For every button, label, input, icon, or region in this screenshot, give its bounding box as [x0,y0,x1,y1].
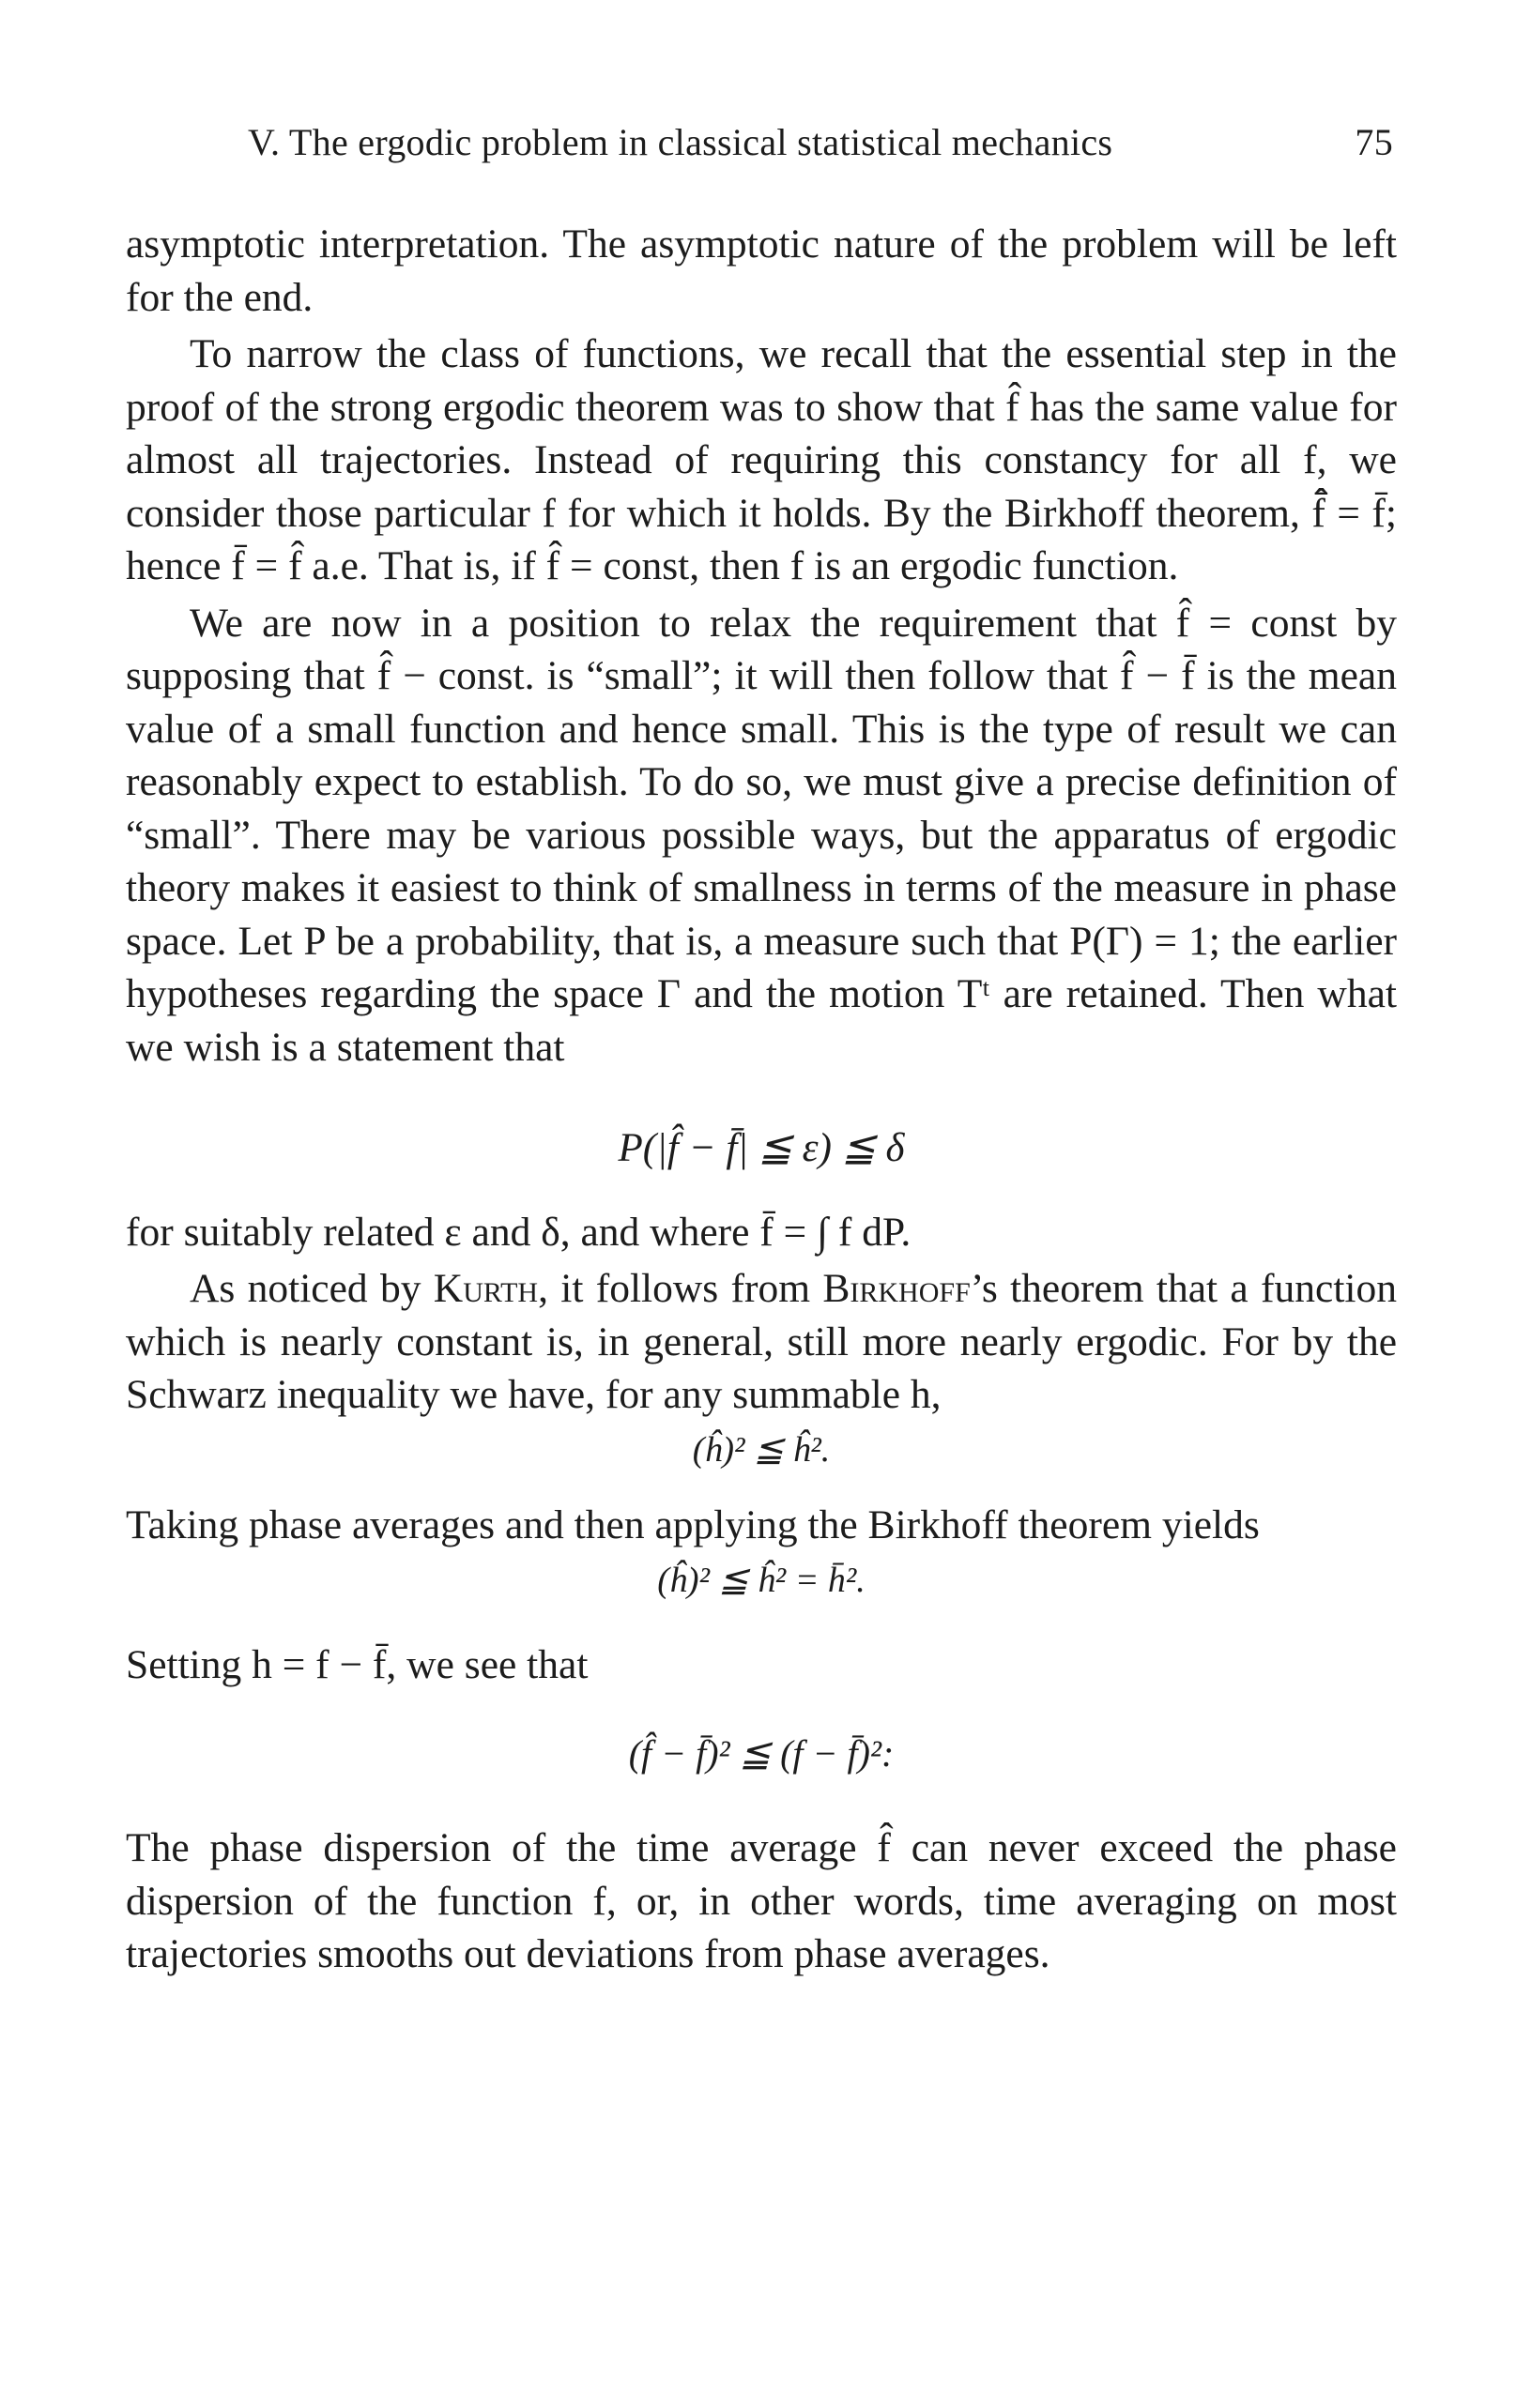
paragraph-smallness: We are now in a position to relax the requirement that f̂ = const by supposing that f̂ − const. is “small”; it will then follow that f̂ − f̄ is the mean value of a small function and hence small. This is the type of result we can reasonably expect to establish. To do so, we must give a precise definition of “small”. There may be various possible ways, but the apparatus of ergodic theory makes it easiest to think of smallness in terms of the measure in phase space. Let P be a probability, that is, a measure such that P(Γ) = 1; the earlier hypotheses regarding the space Γ and the motion Tᵗ are retained. Then what we wish is a statement that [126,600,1397,1070]
running-title: V. The ergodic problem in classical statistical mechanics [248,121,1113,163]
paragraph-epsilon-delta: for suitably related ε and δ, and where f̄ = ∫ f dP. [126,1209,912,1255]
paragraph-kurth [126,1262,1397,1422]
equation-phase-average: (ĥ)² ≦ ĥ² = h̄². [657,1560,866,1600]
equation-probability-bound: P(|f̂ − f̄| ≦ ε) ≦ δ [618,1126,905,1170]
page-body [126,218,1397,1981]
author-birkhoff: Birkhoff [822,1266,971,1311]
kurth-mid: , it follows from [538,1266,823,1311]
paragraph-conclusion: The phase dispersion of the time average f̂ can never exceed the phase dispersion of the function f, or, in other words, time averaging on most trajectories smooths out deviations from phase averages. [126,1825,1397,1976]
author-kurth: Kurth [433,1266,539,1311]
paragraph-continuation: asymptotic interpretation. The asymptotic nature of the problem will be left for the end. [126,221,1397,320]
paragraph-setting-h: Setting h = f − f̄, we see that [126,1642,589,1687]
kurth-lead: As noticed by [190,1266,434,1311]
equation-dispersion: (f̂ − f̄)² ≦ (f − f̄)²: [628,1731,895,1775]
page-header [248,120,1393,176]
equation-schwarz: (ĥ)² ≦ ĥ². [692,1429,831,1470]
paragraph-phase-averages: Taking phase averages and then applying the Birkhoff theorem yields [126,1502,1260,1547]
page-number: 75 [1355,121,1393,163]
kurth-rest: ’s theorem that a function which is nearly constant is, in general, still more nearly ergodic. For by the Schwarz inequality we have, for any summable h, [126,1266,1397,1417]
paragraph-ergodic-function: To narrow the class of functions, we recall that the essential step in the proof of the strong ergodic theorem was to show that f̂ has the same value for almost all trajectories. Instead of requiring this constancy for all f, we consider those particular f for which it holds. By the Birkhoff theorem, f̂̄ = f̄; hence f̄ = f̂ a.e. That is, if f̂ = const, then f is an ergodic function. [126,331,1397,588]
